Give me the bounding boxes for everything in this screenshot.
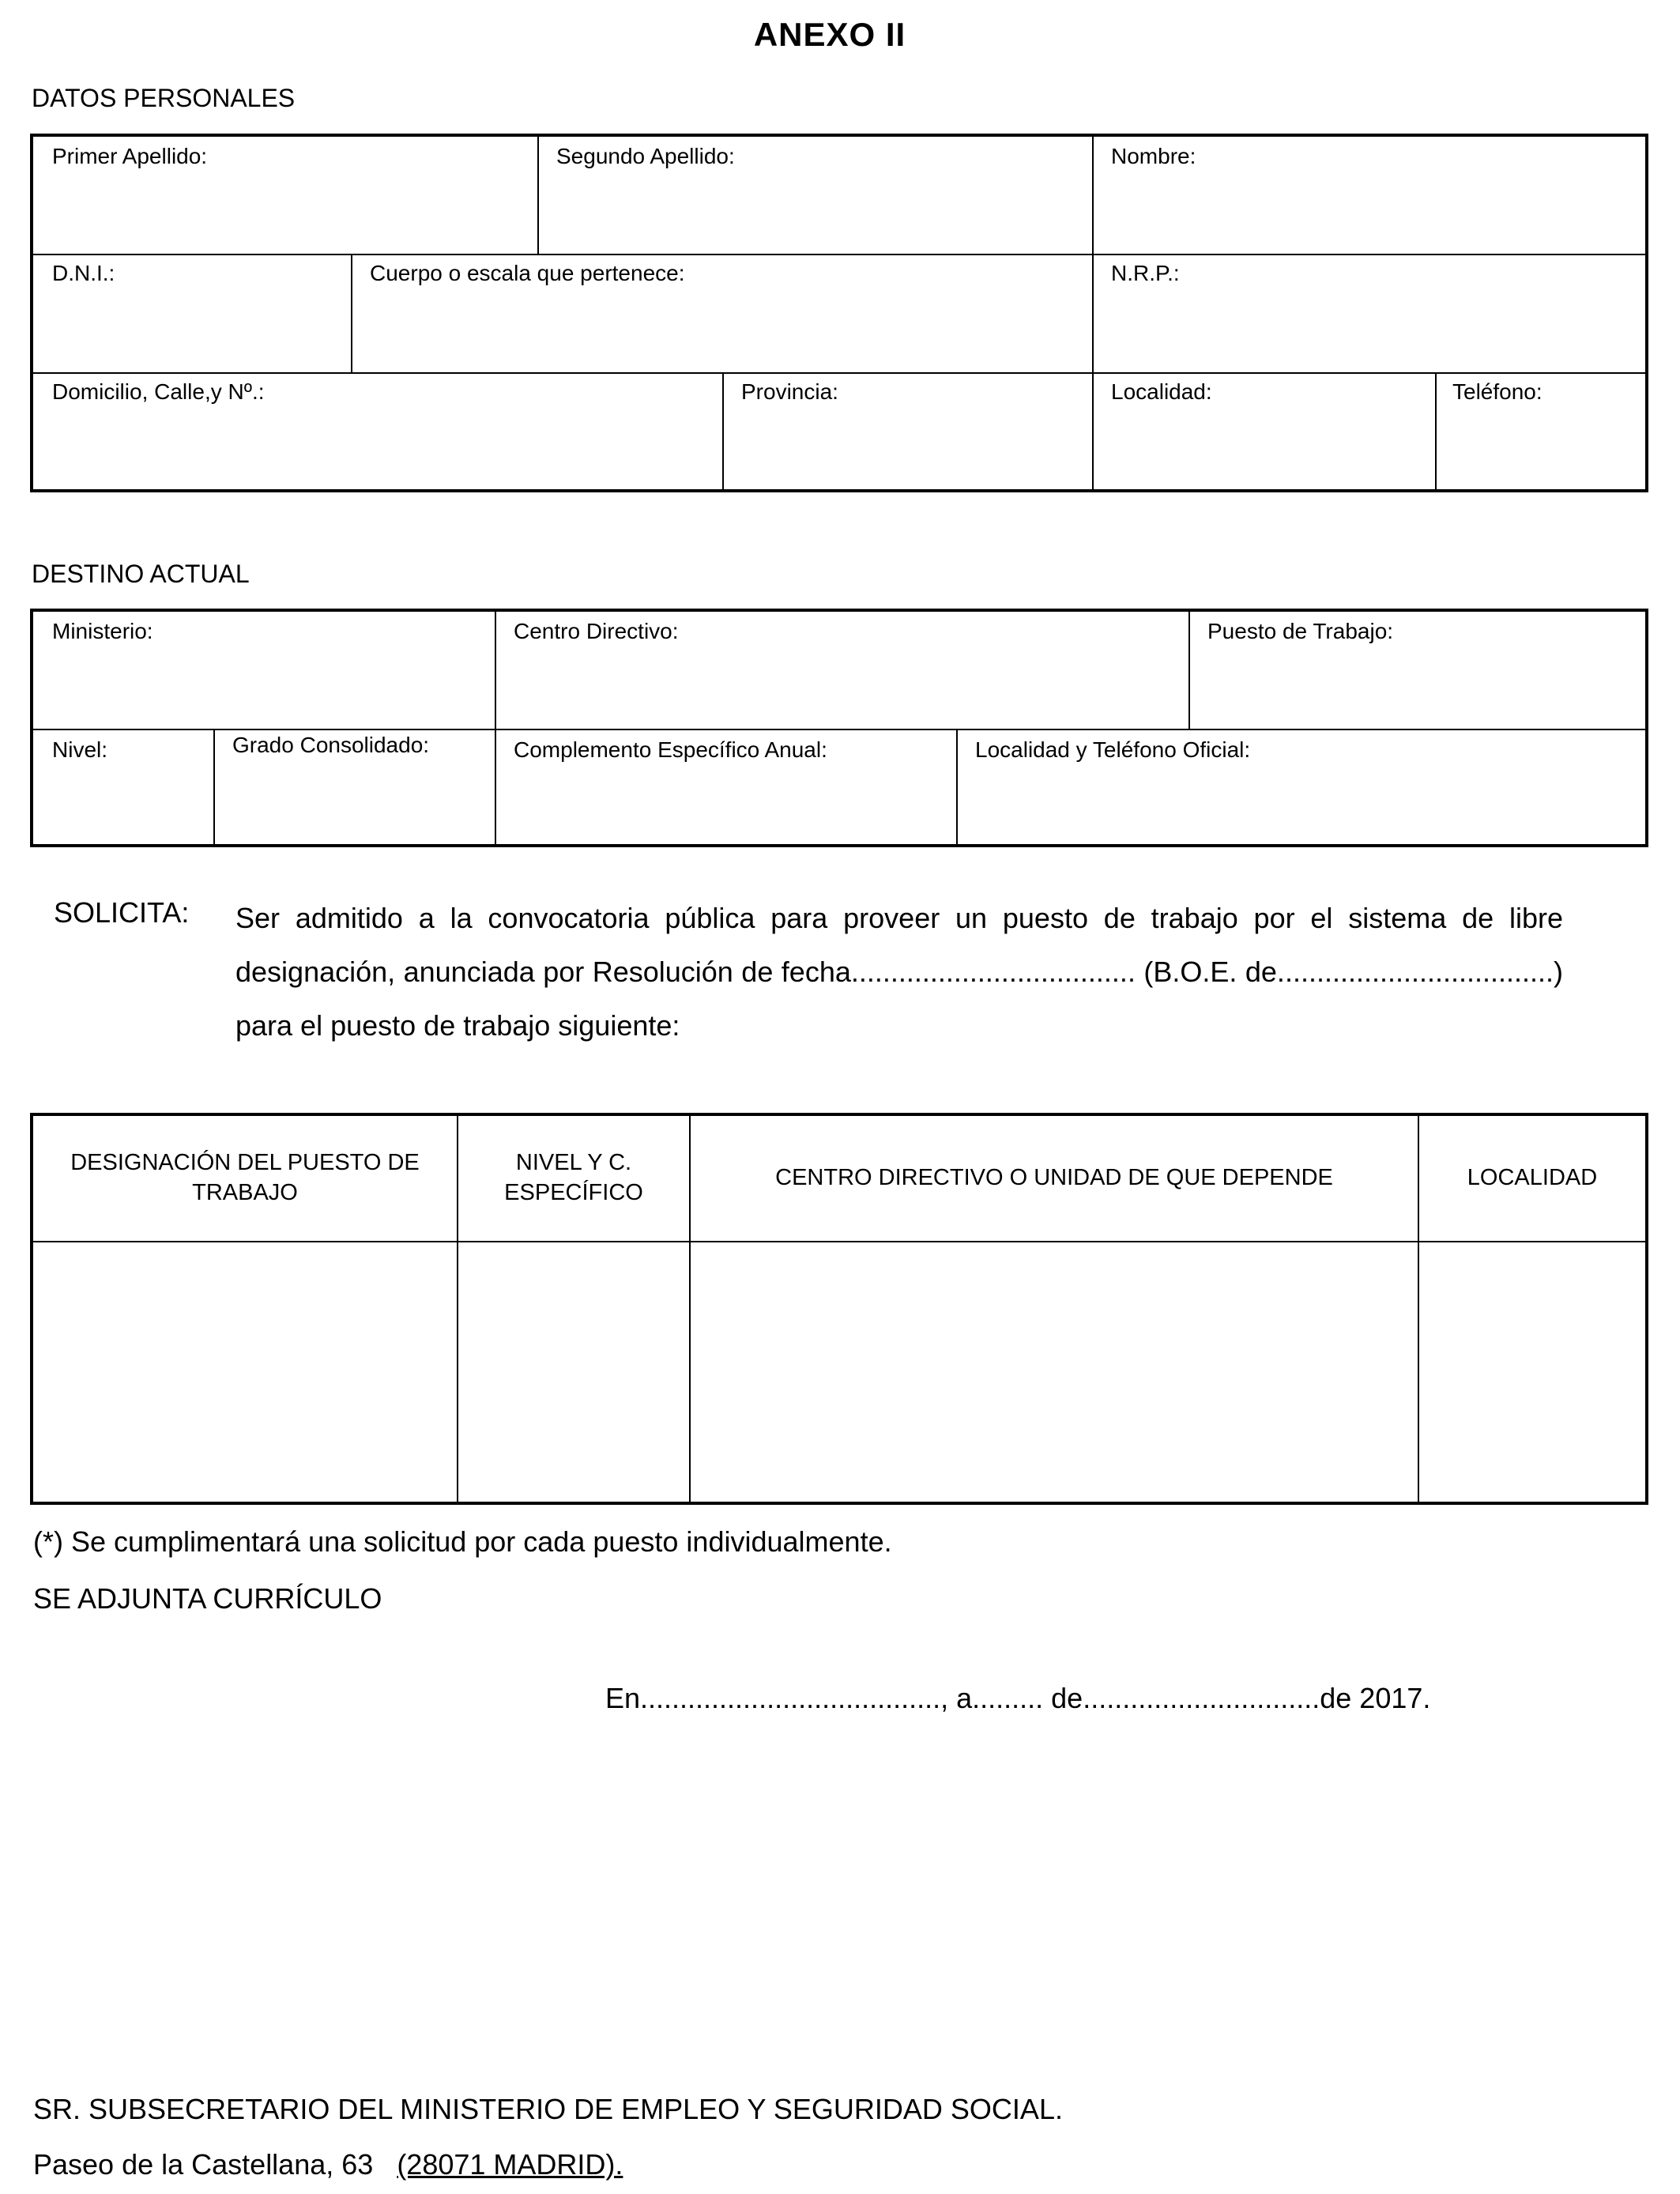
column-header-centro-directivo: CENTRO DIRECTIVO O UNIDAD DE QUE DEPENDE <box>775 1165 1333 1191</box>
field-provincia[interactable] <box>741 375 1081 486</box>
field-primer-apellido[interactable] <box>52 140 526 251</box>
addressee: SR. SUBSECRETARIO DEL MINISTERIO DE EMPLEO Y SEGURIDAD SOCIAL. <box>33 2093 1063 2125</box>
field-label: Grado Consolidado: <box>232 733 430 757</box>
field-label: Teléfono: <box>1452 379 1543 404</box>
section-heading-destino-actual: DESTINO ACTUAL <box>32 560 250 588</box>
divider <box>1188 612 1190 729</box>
footnote: (*) Se cumplimentará una solicitud por cada puesto individualmente. <box>33 1525 892 1558</box>
cell-localidad[interactable] <box>1419 1242 1645 1503</box>
divider <box>1092 372 1094 492</box>
field-nombre[interactable] <box>1111 140 1640 251</box>
solicita-label: SOLICITA: <box>54 896 190 929</box>
address-street: Paseo de la Castellana, 63 <box>33 2148 374 2181</box>
field-label: Domicilio, Calle,y Nº.: <box>52 379 265 404</box>
field-nrp[interactable] <box>1111 257 1640 368</box>
field-label: Localidad: <box>1111 379 1212 404</box>
field-label: Cuerpo o escala que pertenece: <box>370 261 685 285</box>
divider <box>1435 372 1437 492</box>
adjunta-curriculo: SE ADJUNTA CURRÍCULO <box>33 1582 382 1615</box>
field-nivel[interactable] <box>52 733 210 844</box>
divider <box>351 254 352 372</box>
divider <box>213 729 215 847</box>
field-centro-directivo[interactable] <box>514 615 1177 726</box>
cell-designacion[interactable] <box>33 1242 457 1503</box>
field-label: Provincia: <box>741 379 838 404</box>
cell-centro-directivo[interactable] <box>691 1242 1418 1503</box>
field-localidad[interactable] <box>1111 375 1427 486</box>
field-label: Segundo Apellido: <box>556 144 735 168</box>
divider <box>1092 137 1094 254</box>
field-puesto-trabajo[interactable] <box>1207 615 1642 726</box>
column-header-designacion: DESIGNACIÓN DEL PUESTO DE TRABAJO <box>70 1150 420 1205</box>
divider <box>956 729 958 847</box>
puesto-table <box>30 1113 1648 1505</box>
divider <box>537 137 539 254</box>
section-heading-datos-personales: DATOS PERSONALES <box>32 84 296 112</box>
field-dni[interactable] <box>52 257 345 368</box>
column-header-localidad: LOCALIDAD <box>1467 1165 1598 1191</box>
field-segundo-apellido[interactable] <box>556 140 1086 251</box>
divider <box>495 729 496 847</box>
field-label: Ministerio: <box>52 619 153 643</box>
field-localidad-telefono-oficial[interactable] <box>975 733 1639 844</box>
field-label: Primer Apellido: <box>52 144 208 168</box>
field-ministerio[interactable] <box>52 615 487 726</box>
cell-nivel[interactable] <box>458 1242 689 1503</box>
address-city: (28071 MADRID). <box>397 2148 623 2181</box>
solicita-text: Ser admitido a la convocatoria pública para proveer un puesto de trabajo por el sistema de libre designación, anunciada por Resolución de fecha.................................... (B.O.E. de...................................) para el puesto de trabajo siguiente: <box>235 902 1563 1042</box>
date-line: En......................................, a......... de..............................de 2017. <box>605 1682 1431 1714</box>
field-label: D.N.I.: <box>52 261 115 285</box>
field-label: Nivel: <box>52 737 108 762</box>
field-label: Nombre: <box>1111 144 1196 168</box>
divider <box>722 372 724 492</box>
address <box>33 2148 623 2181</box>
field-label: Localidad y Teléfono Oficial: <box>975 737 1251 762</box>
column-header-nivel: NIVEL Y C. ESPECÍFICO <box>504 1150 643 1205</box>
divider <box>495 612 496 729</box>
page-title: ANEXO II <box>753 16 906 53</box>
datos-personales-box <box>30 134 1648 492</box>
divider <box>33 254 1645 255</box>
field-complemento-especifico[interactable] <box>514 733 948 844</box>
field-label: Puesto de Trabajo: <box>1207 619 1394 643</box>
divider <box>1092 254 1094 372</box>
field-grado-consolidado[interactable] <box>232 729 485 839</box>
field-domicilio[interactable] <box>52 375 716 486</box>
destino-actual-box <box>30 609 1648 847</box>
field-label: Centro Directivo: <box>514 619 679 643</box>
field-cuerpo-escala[interactable] <box>370 257 1081 368</box>
field-label: N.R.P.: <box>1111 261 1180 285</box>
divider <box>33 372 1645 374</box>
field-label: Complemento Específico Anual: <box>514 737 827 762</box>
field-telefono[interactable] <box>1452 375 1642 486</box>
